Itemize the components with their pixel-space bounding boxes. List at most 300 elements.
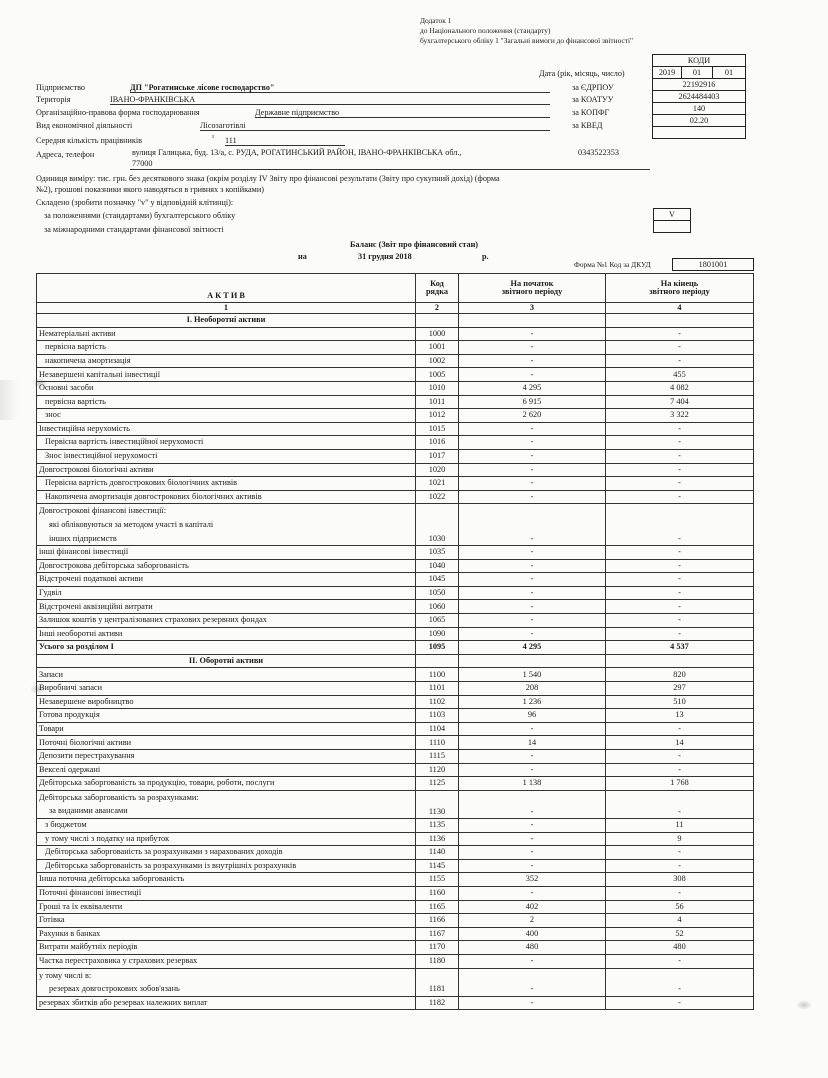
title-year-suffix: р. [482, 252, 489, 261]
row-start-value: 1 540 [459, 668, 606, 682]
row-start-value: 352 [459, 873, 606, 887]
row-end-value: 308 [606, 873, 754, 887]
row-code: 1100 [416, 668, 459, 682]
title-date: 31 грудня 2018 [358, 252, 412, 261]
row-label: Витрати майбутніх періодів [37, 941, 416, 955]
table-row [37, 954, 754, 968]
table-row [37, 449, 754, 463]
row-label [37, 790, 416, 818]
row-start-value: - [459, 449, 606, 463]
row-end-value: 13 [606, 709, 754, 723]
row-start-value: 208 [459, 682, 606, 696]
row-start-value: - [459, 722, 606, 736]
row-end-value: 1 768 [606, 777, 754, 791]
header-end-line2: звітного періоду [649, 287, 710, 296]
edrpou-label: за ЄДРПОУ [572, 83, 614, 92]
form-label: Форма №1 Код за ДКУД [574, 260, 651, 269]
table-row [37, 832, 754, 846]
row-end-value: - [606, 490, 754, 504]
row-label: Знос інвестиційної нерухомості [37, 449, 416, 463]
row-label: Інша поточна дебіторська заборгованість [37, 873, 416, 887]
table-row [37, 327, 754, 341]
table-row [37, 341, 754, 355]
row-start-value: 1 138 [459, 777, 606, 791]
table-row [37, 368, 754, 382]
row-end-value: 7 404 [606, 395, 754, 409]
row-code: 1021 [416, 477, 459, 491]
form-code: 1801001 [672, 258, 754, 271]
row-start-value: - [459, 477, 606, 491]
activity-label: Вид економічної діяльності [36, 121, 133, 130]
row-start-value: - [459, 436, 606, 450]
row-end-value: 4 537 [606, 641, 754, 655]
row-code: 1002 [416, 354, 459, 368]
row-code: 1166 [416, 914, 459, 928]
row-start-value: - [459, 818, 606, 832]
empty-code-cell [652, 126, 746, 139]
row-code: 1170 [416, 941, 459, 955]
header-code [416, 274, 459, 303]
row-end-value: 9 [606, 832, 754, 846]
table-row [37, 722, 754, 736]
row-start-value: - [459, 546, 606, 560]
header-code-line1: Код [430, 278, 444, 288]
scan-shadow [0, 380, 18, 420]
row-code: 1035 [416, 546, 459, 560]
row-label: Готівка [37, 914, 416, 928]
row-label: первісна вартість [37, 341, 416, 355]
row-label: Первісна вартість інвестиційної нерухомості [37, 436, 416, 450]
balance-table [36, 273, 754, 1010]
header-code-line2: рядка [425, 287, 449, 296]
row-code: 1022 [416, 490, 459, 504]
table-row [37, 395, 754, 409]
row-end-value: - [606, 573, 754, 587]
company-label: Підприємство [36, 83, 86, 92]
row-code: 1000 [416, 327, 459, 341]
row-start-value: 2 [459, 914, 606, 928]
row-label-line: які обліковуються за методом участі в капіталі [49, 519, 214, 529]
table-row [37, 600, 754, 614]
row-code: 1180 [416, 954, 459, 968]
row-end-value: 4 082 [606, 381, 754, 395]
row-code: 1016 [416, 436, 459, 450]
codes-header: КОДИ [652, 54, 746, 67]
date-day: 01 [712, 66, 746, 79]
table-row [37, 436, 754, 450]
header-start-line1: На початок [510, 278, 554, 288]
table-row [37, 477, 754, 491]
row-label: Векселі одержані [37, 763, 416, 777]
row-label: Частка перестраховика у страхових резервах [37, 954, 416, 968]
row-code: 1167 [416, 927, 459, 941]
date-month: 01 [681, 66, 713, 79]
table-row [37, 900, 754, 914]
option-national-checkbox[interactable]: V [653, 208, 691, 221]
table-row [37, 354, 754, 368]
table-row [37, 627, 754, 641]
koatuu-code: 2624484403 [652, 90, 746, 103]
row-end-value: - [606, 463, 754, 477]
row-start-value: - [459, 573, 606, 587]
row-start-value: 480 [459, 941, 606, 955]
row-end-value: - [606, 763, 754, 777]
row-end-value: - [606, 586, 754, 600]
row-label: Накопичена амортизація довгострокових біологічних активів [37, 490, 416, 504]
row-label: Дебіторська заборгованість за розрахунками з нарахованих доходів [37, 846, 416, 860]
territory-label: Територія [36, 95, 71, 104]
row-end-value: - [606, 750, 754, 764]
row-code: 1045 [416, 573, 459, 587]
option-national: за положеннями (стандартами) бухгалтерського обліку [44, 211, 236, 220]
table-row [37, 490, 754, 504]
row-label: Інші необоротні активи [37, 627, 416, 641]
row-start-value: - [459, 763, 606, 777]
row-code: 1110 [416, 736, 459, 750]
row-end-value: 455 [606, 368, 754, 382]
row-end-value: - [606, 504, 754, 546]
row-end-value: - [606, 886, 754, 900]
empty-cell [416, 314, 459, 328]
row-end-value: 56 [606, 900, 754, 914]
row-code: 1102 [416, 695, 459, 709]
row-label: Гроші та їх еквіваленти [37, 900, 416, 914]
staff-footnote: ¹ [212, 133, 215, 142]
empty-cell [416, 654, 459, 668]
table-row [37, 763, 754, 777]
section-header-row [37, 654, 754, 668]
row-end-value: - [606, 422, 754, 436]
row-end-value: - [606, 449, 754, 463]
row-start-value: - [459, 368, 606, 382]
row-code: 1145 [416, 859, 459, 873]
empty-cell [606, 314, 754, 328]
row-end-value: - [606, 559, 754, 573]
table-row [37, 586, 754, 600]
row-code: 1010 [416, 381, 459, 395]
row-end-value: - [606, 954, 754, 968]
column-number: 2 [416, 303, 459, 314]
appendix-line-3: бухгалтерського обліку 1 "Загальні вимоги до фінансової звітності" [420, 36, 634, 45]
date-year: 2019 [652, 66, 682, 79]
table-row [37, 682, 754, 696]
row-start-value: - [459, 996, 606, 1010]
row-label: інші фінансові інвестиції [37, 546, 416, 560]
row-code: 1103 [416, 709, 459, 723]
row-start-value: - [459, 354, 606, 368]
header-start-line2: звітного періоду [501, 287, 563, 296]
row-start-value: - [459, 559, 606, 573]
row-code: 1115 [416, 750, 459, 764]
table-row [37, 968, 754, 996]
row-label: Нематеріальні активи [37, 327, 416, 341]
row-label: Депозити перестрахування [37, 750, 416, 764]
row-end-value: - [606, 477, 754, 491]
row-label: Гудвіл [37, 586, 416, 600]
table-header-row [37, 274, 754, 303]
table-row [37, 614, 754, 628]
row-end-value: - [606, 790, 754, 818]
row-label-line: у тому числі в: [39, 970, 92, 980]
row-end-value: - [606, 846, 754, 860]
row-end-value: 297 [606, 682, 754, 696]
table-row [37, 818, 754, 832]
row-label: Запаси [37, 668, 416, 682]
row-label: резервах збитків або резервах належних виплат [37, 996, 416, 1010]
address-zip: 77000 [132, 159, 153, 168]
row-label: Виробничі запаси [37, 682, 416, 696]
row-code: 1015 [416, 422, 459, 436]
row-start-value: 4 295 [459, 641, 606, 655]
row-code: 1120 [416, 763, 459, 777]
row-start-value: - [459, 832, 606, 846]
row-label: Незавершене виробництво [37, 695, 416, 709]
header-end [606, 274, 754, 303]
row-start-value: - [459, 614, 606, 628]
column-number: 4 [606, 303, 754, 314]
row-start-value: - [459, 341, 606, 355]
row-label: Готова продукція [37, 709, 416, 723]
row-start-value: - [459, 859, 606, 873]
row-label: Дебіторська заборгованість за розрахунками із внутрішніх розрахунків [37, 859, 416, 873]
row-code: 1135 [416, 818, 459, 832]
row-start-value: - [459, 463, 606, 477]
table-row [37, 381, 754, 395]
row-end-value: - [606, 341, 754, 355]
table-row [37, 546, 754, 560]
table-row [37, 641, 754, 655]
appendix-line-2: до Національного положення (стандарту) [420, 26, 551, 35]
row-end-value: - [606, 546, 754, 560]
row-label: Інвестиційна нерухомість [37, 422, 416, 436]
row-label: Довгострокові біологічні активи [37, 463, 416, 477]
row-code: 1011 [416, 395, 459, 409]
row-label: знос [37, 409, 416, 423]
kopfg-code: 140 [652, 102, 746, 115]
table-row [37, 504, 754, 546]
address-value: вулиця Галицька, буд. 13/а, с. РУДА, РОГАТИНСЬКИЙ РАЙОН, ІВАНО-ФРАНКІВСЬКА обл., [132, 148, 462, 157]
empty-cell [606, 654, 754, 668]
empty-cell [459, 654, 606, 668]
row-end-value: - [606, 627, 754, 641]
row-end-value: - [606, 968, 754, 996]
row-start-value: - [459, 750, 606, 764]
empty-cell [459, 314, 606, 328]
koatuu-label: за КОАТУУ [572, 95, 614, 104]
table-row [37, 559, 754, 573]
row-end-value: - [606, 600, 754, 614]
row-label: Основні засоби [37, 381, 416, 395]
row-code: 1001 [416, 341, 459, 355]
company-name: ДП "Рогатинське лісове господарство" [130, 84, 550, 93]
row-code: 1050 [416, 586, 459, 600]
edrpou-code: 22192916 [652, 78, 746, 91]
row-label: у тому числі з податку на прибуток [37, 832, 416, 846]
table-row [37, 873, 754, 887]
row-code: 1160 [416, 886, 459, 900]
row-code: 1155 [416, 873, 459, 887]
row-label-line: резервах довгострокових зобов'язань [49, 984, 180, 994]
row-label: Довгострокова дебіторська заборгованість [37, 559, 416, 573]
table-row [37, 927, 754, 941]
header-start [459, 274, 606, 303]
row-code: 1104 [416, 722, 459, 736]
staff-label: Середня кількість працівників [36, 136, 143, 145]
row-code: 1095 [416, 641, 459, 655]
row-label: накопичена амортизація [37, 354, 416, 368]
row-label [37, 968, 416, 996]
row-label: Усього за розділом І [37, 641, 416, 655]
address-label: Адреса, телефон [36, 150, 95, 159]
row-label: Відстрочені аквізиційні витрати [37, 600, 416, 614]
date-label: Дата (рік, місяць, число) [539, 69, 625, 78]
row-end-value: - [606, 722, 754, 736]
column-numbers-row [37, 303, 754, 314]
row-start-value: - [459, 422, 606, 436]
row-start-value: - [459, 490, 606, 504]
row-label: Поточні фінансові інвестиції [37, 886, 416, 900]
row-code: 1090 [416, 627, 459, 641]
row-label: Відстрочені податкові активи [37, 573, 416, 587]
table-row [37, 463, 754, 477]
row-start-value: - [459, 954, 606, 968]
row-start-value: - [459, 846, 606, 860]
row-end-value: 11 [606, 818, 754, 832]
column-number: 3 [459, 303, 606, 314]
row-code: 1017 [416, 449, 459, 463]
row-label: Товари [37, 722, 416, 736]
row-start-value: - [459, 600, 606, 614]
table-row [37, 886, 754, 900]
option-international: за міжнародними стандартами фінансової звітності [44, 225, 224, 234]
row-end-value: 820 [606, 668, 754, 682]
title-on: на [298, 252, 307, 261]
row-start-value: 2 620 [459, 409, 606, 423]
row-start-value: 6 915 [459, 395, 606, 409]
section-title: І. Необоротні активи [37, 314, 416, 328]
table-row [37, 409, 754, 423]
table-row [37, 668, 754, 682]
row-label: з бюджетом [37, 818, 416, 832]
table-row [37, 846, 754, 860]
territory-value: ІВАНО-ФРАНКІВСЬКА [110, 96, 550, 105]
row-end-value: 480 [606, 941, 754, 955]
row-label [37, 504, 416, 546]
row-start-value: 402 [459, 900, 606, 914]
row-label: Рахунки в банках [37, 927, 416, 941]
table-row [37, 859, 754, 873]
table-row [37, 996, 754, 1010]
row-end-value: 14 [606, 736, 754, 750]
row-end-value: 510 [606, 695, 754, 709]
table-row [37, 709, 754, 723]
row-code: 1012 [416, 409, 459, 423]
row-end-value: 3 322 [606, 409, 754, 423]
row-start-value: - [459, 327, 606, 341]
row-code: 1060 [416, 600, 459, 614]
activity-value: Лісозаготівлі [200, 122, 550, 131]
legal-form-label: Організаційно-правова форма господарювання [36, 108, 200, 117]
row-end-value: - [606, 996, 754, 1010]
table-row [37, 777, 754, 791]
row-label: первісна вартість [37, 395, 416, 409]
row-code: 1040 [416, 559, 459, 573]
table-row [37, 573, 754, 587]
table-row [37, 736, 754, 750]
header-end-line1: На кінець [660, 278, 699, 288]
row-start-value: - [459, 790, 606, 818]
table-row [37, 941, 754, 955]
units-line-2: №2), грошові показники якого наводяться в гривнях з копійками) [36, 185, 264, 194]
row-label-line: за виданими авансами [49, 806, 128, 816]
row-label-line: Довгострокові фінансові інвестиції: [39, 506, 167, 516]
row-code: 1030 [416, 504, 459, 546]
row-label: Первісна вартість довгострокових біологічних активів [37, 477, 416, 491]
row-code: 1065 [416, 614, 459, 628]
table-row [37, 914, 754, 928]
row-code: 1140 [416, 846, 459, 860]
row-start-value: - [459, 627, 606, 641]
row-end-value: - [606, 614, 754, 628]
table-row [37, 695, 754, 709]
row-label: Залишок коштів у централізованих страхових резервних фондах [37, 614, 416, 628]
appendix-line-1: Додаток 1 [420, 16, 452, 25]
row-label: Незавершені капітальні інвестиції [37, 368, 416, 382]
section-title: ІІ. Оборотні активи [37, 654, 416, 668]
row-code: 1130 [416, 790, 459, 818]
table-row [37, 750, 754, 764]
row-end-value: - [606, 327, 754, 341]
row-start-value: - [459, 504, 606, 546]
row-start-value: 14 [459, 736, 606, 750]
row-end-value: - [606, 354, 754, 368]
row-start-value: 400 [459, 927, 606, 941]
row-label: Поточні біологічні активи [37, 736, 416, 750]
address-underline [130, 169, 650, 170]
row-label: Дебіторська заборгованість за продукцію, товари, роботи, послуги [37, 777, 416, 791]
row-start-value: 1 236 [459, 695, 606, 709]
staff-value: 111 [225, 137, 345, 146]
row-code: 1101 [416, 682, 459, 696]
row-code: 1165 [416, 900, 459, 914]
row-start-value: - [459, 586, 606, 600]
row-label-line: інших підприємств [49, 533, 117, 543]
table-row [37, 422, 754, 436]
row-label-line: Дебіторська заборгованість за розрахунками: [39, 792, 199, 802]
row-start-value: 4 295 [459, 381, 606, 395]
legal-form-value: Державне підприємство [255, 109, 550, 118]
address-phone: 0343522353 [578, 148, 619, 157]
row-code: 1181 [416, 968, 459, 996]
row-code: 1182 [416, 996, 459, 1010]
option-international-checkbox[interactable] [653, 220, 691, 233]
row-start-value: - [459, 968, 606, 996]
header-asset: А К Т И В [37, 274, 416, 303]
document-title: Баланс (Звіт про фінансовий стан) [349, 240, 479, 249]
row-end-value: 4 [606, 914, 754, 928]
row-end-value: - [606, 859, 754, 873]
row-start-value: - [459, 886, 606, 900]
row-code: 1005 [416, 368, 459, 382]
row-code: 1136 [416, 832, 459, 846]
kved-code: 02.20 [652, 114, 746, 127]
row-end-value: 52 [606, 927, 754, 941]
table-row [37, 790, 754, 818]
row-code: 1020 [416, 463, 459, 477]
row-code: 1125 [416, 777, 459, 791]
kved-label: за КВЕД [572, 121, 603, 130]
scan-speck [796, 1000, 812, 1010]
